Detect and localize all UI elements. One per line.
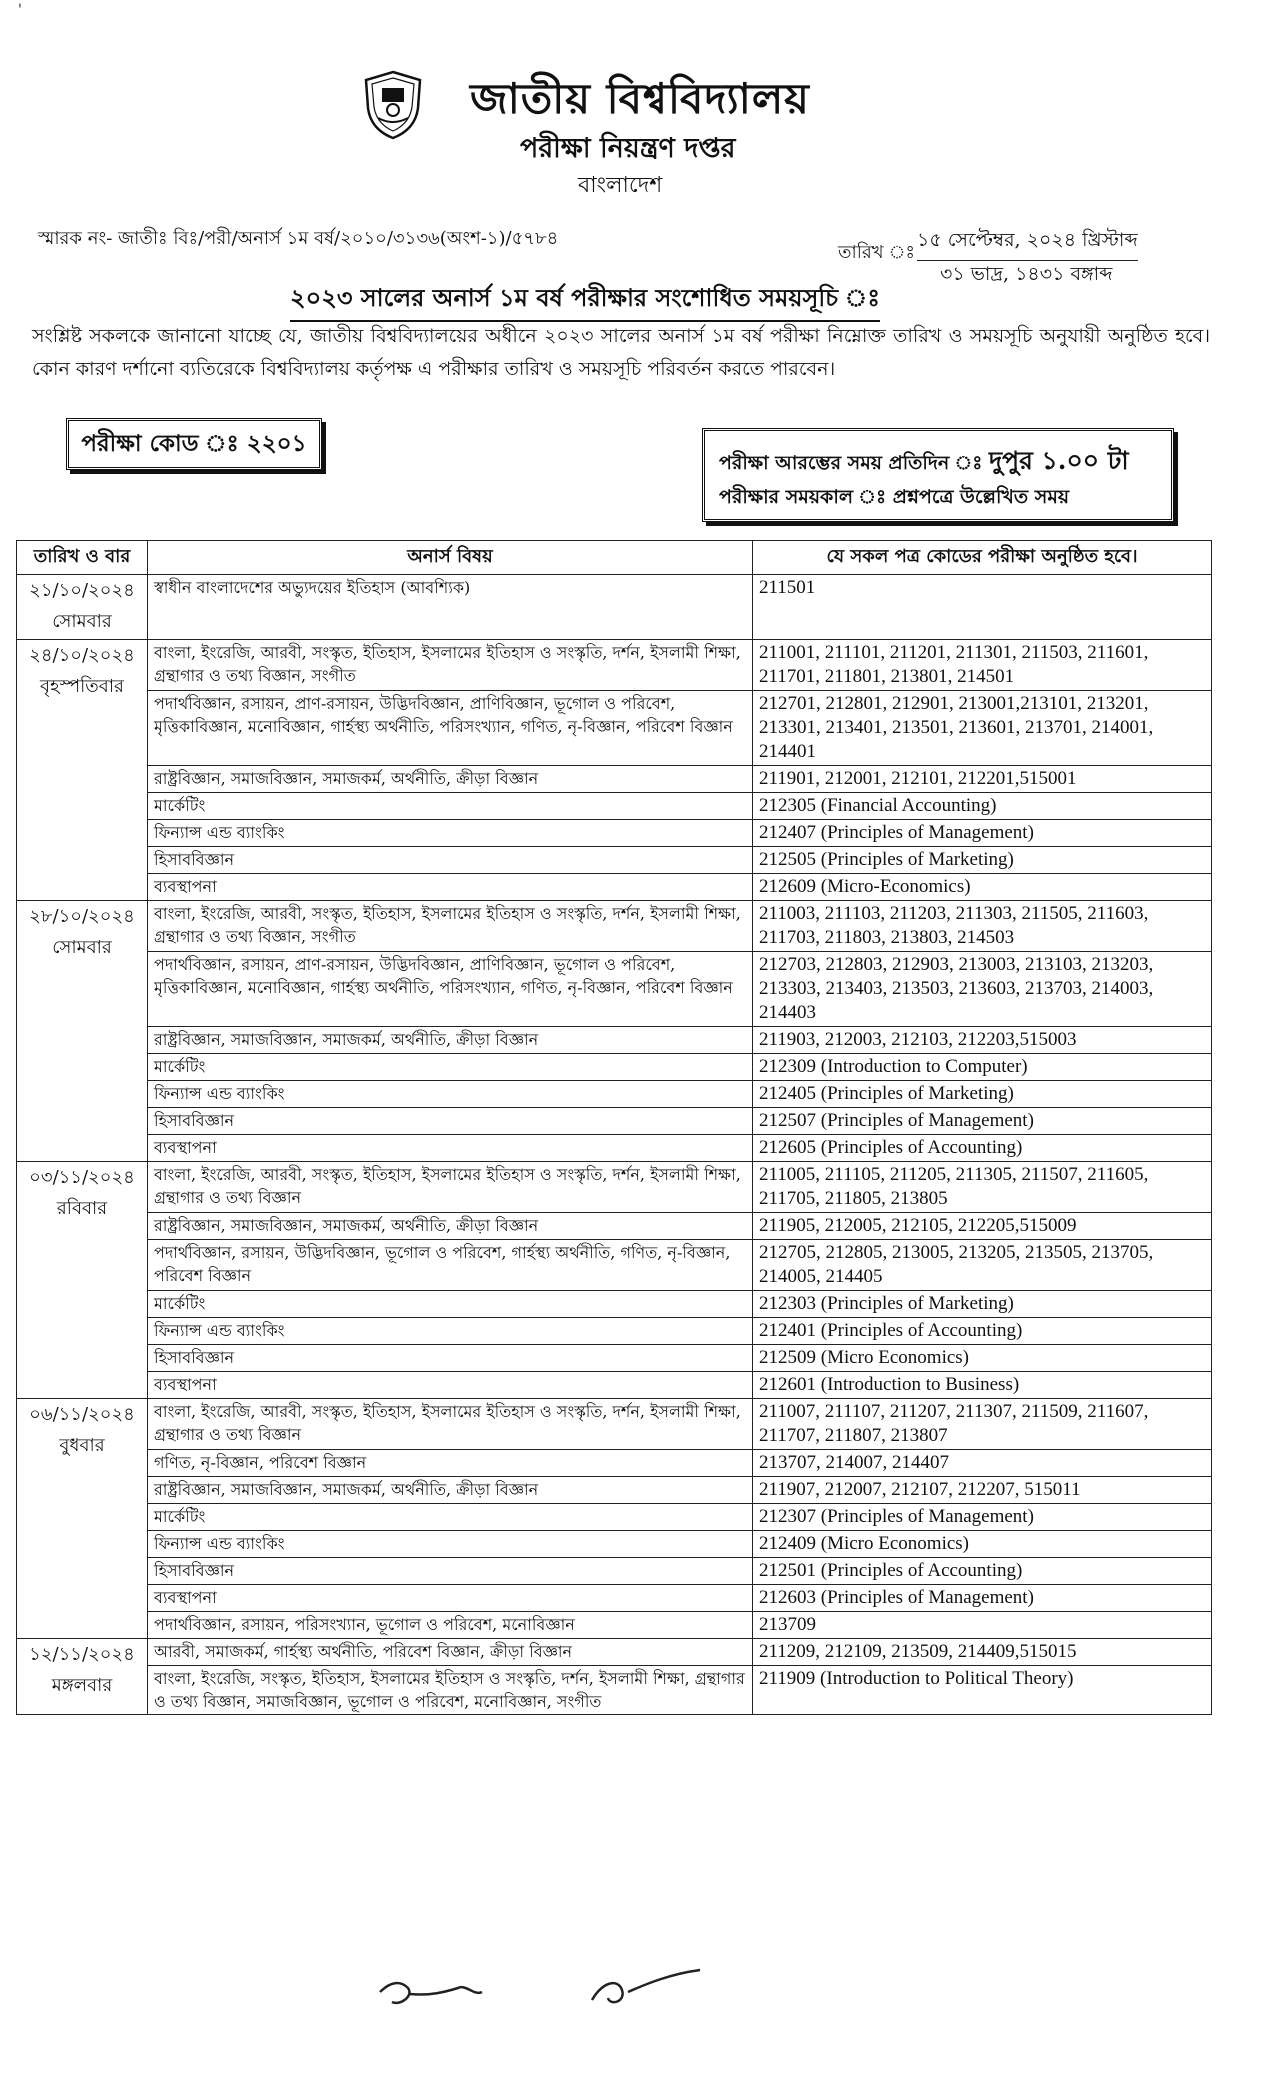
subject-cell: মার্কেটিং	[148, 1291, 753, 1318]
table-row	[17, 874, 1212, 901]
paper-code-cell: 212507 (Principles of Management)	[753, 1108, 1212, 1135]
subject-cell: রাষ্ট্রবিজ্ঞান, সমাজবিজ্ঞান, সমাজকর্ম, অর্থনীতি, ক্রীড়া বিজ্ঞান	[148, 1477, 753, 1504]
table-row	[17, 1666, 1212, 1715]
table-row	[17, 1081, 1212, 1108]
subject-cell: ফিন্যান্স এন্ড ব্যাংকিং	[148, 1081, 753, 1108]
exam-weekday: সোমবার	[52, 937, 112, 958]
paper-code-cell: 211907, 212007, 212107, 212207, 515011	[753, 1477, 1212, 1504]
date-cell	[17, 1162, 148, 1399]
exam-weekday: বৃহস্পতিবার	[40, 676, 124, 697]
table-row	[17, 640, 1212, 691]
date-cell	[17, 1639, 148, 1715]
subject-cell: গণিত, নৃ-বিজ্ঞান, পরিবেশ বিজ্ঞান	[148, 1450, 753, 1477]
date-cell	[17, 901, 148, 1162]
subject-cell: ব্যবস্থাপনা	[148, 1585, 753, 1612]
table-row	[17, 1345, 1212, 1372]
paper-code-cell: 212309 (Introduction to Computer)	[753, 1054, 1212, 1081]
paper-code-cell: 212409 (Micro Economics)	[753, 1531, 1212, 1558]
paper-code-cell: 211901, 212001, 212101, 212201,515001	[753, 766, 1212, 793]
exam-code-box	[66, 418, 322, 470]
subject-cell: হিসাববিজ্ঞান	[148, 1558, 753, 1585]
exam-date: ২৮/১০/২০২৪	[29, 906, 135, 927]
exam-code: পরীক্ষা কোড ঃ ২২০১	[81, 429, 307, 457]
subject-cell: ফিন্যান্স এন্ড ব্যাংকিং	[148, 820, 753, 847]
subject-cell: ফিন্যান্স এন্ড ব্যাংকিং	[148, 1531, 753, 1558]
subject-cell: পদার্থবিজ্ঞান, রসায়ন, উদ্ভিদবিজ্ঞান, ভূগোল ও পরিবেশ, গার্হস্থ্য অর্থনীতি, গণিত, নৃ-বিজ্ঞান, পরিবেশ বিজ্ঞান	[148, 1240, 753, 1291]
paper-code-cell: 211007, 211107, 211207, 211307, 211509, 211607, 211707, 211807, 213807	[753, 1399, 1212, 1450]
paper-code-cell: 211005, 211105, 211205, 211305, 211507, 211605, 211705, 211805, 213805	[753, 1162, 1212, 1213]
header-codes: যে সকল পত্র কোডের পরীক্ষা অনুষ্ঠিত হবে।	[753, 541, 1212, 575]
subject-cell: রাষ্ট্রবিজ্ঞান, সমাজবিজ্ঞান, সমাজকর্ম, অর্থনীতি, ক্রীড়া বিজ্ঞান	[148, 1213, 753, 1240]
country-name: বাংলাদেশ	[578, 173, 663, 198]
handwritten-signature-icon	[370, 1962, 810, 2022]
duration-row: পরীক্ষার সময়কাল ঃ প্রশ্নপত্রে উল্লেখিত সময়	[719, 486, 1070, 508]
table-row	[17, 1558, 1212, 1585]
paper-code-cell: 212307 (Principles of Management)	[753, 1504, 1212, 1531]
table-row	[17, 1318, 1212, 1345]
subject-cell: হিসাববিজ্ঞান	[148, 847, 753, 874]
table-row	[17, 575, 1212, 640]
table-row	[17, 1372, 1212, 1399]
paper-code-cell: 212505 (Principles of Marketing)	[753, 847, 1212, 874]
paper-code-cell: 211905, 212005, 212105, 212205,515009	[753, 1213, 1212, 1240]
table-row	[17, 1027, 1212, 1054]
subject-cell: স্বাধীন বাংলাদেশের অভ্যুদয়ের ইতিহাস (আবশ্যিক)	[148, 575, 753, 640]
table-row	[17, 1477, 1212, 1504]
subject-cell: ব্যবস্থাপনা	[148, 1135, 753, 1162]
paper-code-cell: 211209, 212109, 213509, 214409,515015	[753, 1639, 1212, 1666]
paper-code-cell: 212509 (Micro Economics)	[753, 1345, 1212, 1372]
paper-code-cell: 212703, 212803, 212903, 213003, 213103, 213203, 213303, 213403, 213503, 213603, 213703, 214003, 214403	[753, 952, 1212, 1027]
exam-date: ২৪/১০/২০২৪	[29, 645, 135, 666]
table-row	[17, 820, 1212, 847]
start-time-value: দুপুর ১.০০ টা	[989, 446, 1129, 475]
exam-timing-box	[702, 428, 1174, 522]
subject-cell: পদার্থবিজ্ঞান, রসায়ন, প্রাণ-রসায়ন, উদ্ভিদবিজ্ঞান, প্রাণিবিজ্ঞান, ভূগোল ও পরিবেশ, মৃত্তিকাবিজ্ঞান, মনোবিজ্ঞান, গার্হস্থ্য অর্থনীতি, পরিসংখ্যান, গণিত, নৃ-বিজ্ঞান, পরিবেশ বিজ্ঞান	[148, 691, 753, 766]
exam-weekday: সোমবার	[52, 611, 112, 632]
paper-code-cell: 212407 (Principles of Management)	[753, 820, 1212, 847]
table-header-row	[17, 541, 1212, 575]
paper-code-cell: 212605 (Principles of Accounting)	[753, 1135, 1212, 1162]
date-cell	[17, 640, 148, 901]
subject-cell: হিসাববিজ্ঞান	[148, 1108, 753, 1135]
exam-date: ১২/১১/২০২৪	[29, 1644, 135, 1665]
paper-code-cell: 211001, 211101, 211201, 211301, 211503, 211601, 211701, 211801, 213801, 214501	[753, 640, 1212, 691]
date-label: তারিখ ঃ	[838, 242, 916, 263]
paper-code-cell: 212405 (Principles of Marketing)	[753, 1081, 1212, 1108]
header-date: তারিখ ও বার	[17, 541, 148, 575]
table-row	[17, 1531, 1212, 1558]
subject-cell: মার্কেটিং	[148, 793, 753, 820]
paper-code-cell: 211909 (Introduction to Political Theory)	[753, 1666, 1212, 1715]
schedule-table	[16, 540, 1212, 1715]
table-row	[17, 1135, 1212, 1162]
paper-code-cell: 212401 (Principles of Accounting)	[753, 1318, 1212, 1345]
exam-weekday: মঙ্গলবার	[51, 1675, 113, 1696]
table-row	[17, 901, 1212, 952]
subject-cell: বাংলা, ইংরেজি, আরবী, সংস্কৃত, ইতিহাস, ইসলামের ইতিহাস ও সংস্কৃতি, দর্শন, ইসলামী শিক্ষা, গ্রন্থাগার ও তথ্য বিজ্ঞান, সংগীত	[148, 901, 753, 952]
subject-cell: হিসাববিজ্ঞান	[148, 1345, 753, 1372]
memo-number: স্মারক নং- জাতীঃ বিঃ/পরী/অনার্স ১ম বর্ষ/২০১০/৩১৩৬(অংশ-১)/৫৭৮৪	[38, 228, 559, 249]
subject-cell: মার্কেটিং	[148, 1504, 753, 1531]
paper-code-cell: 212705, 212805, 213005, 213205, 213505, 213705, 214005, 214405	[753, 1240, 1212, 1291]
start-time-row	[719, 441, 1129, 484]
paper-code-cell: 212305 (Financial Accounting)	[753, 793, 1212, 820]
table-row	[17, 1450, 1212, 1477]
subject-cell: পদার্থবিজ্ঞান, রসায়ন, প্রাণ-রসায়ন, উদ্ভিদবিজ্ঞান, প্রাণিবিজ্ঞান, ভূগোল ও পরিবেশ, মৃত্তিকাবিজ্ঞান, মনোবিজ্ঞান, গার্হস্থ্য অর্থনীতি, পরিসংখ্যান, গণিত, নৃ-বিজ্ঞান, পরিবেশ বিজ্ঞান	[148, 952, 753, 1027]
subject-cell: ফিন্যান্স এন্ড ব্যাংকিং	[148, 1318, 753, 1345]
date-cell	[17, 575, 148, 640]
table-row	[17, 1240, 1212, 1291]
paper-code-cell: 212603 (Principles of Management)	[753, 1585, 1212, 1612]
table-row	[17, 1504, 1212, 1531]
exam-weekday: বুধবার	[59, 1435, 105, 1456]
subject-cell: বাংলা, ইংরেজি, আরবী, সংস্কৃত, ইতিহাস, ইসলামের ইতিহাস ও সংস্কৃতি, দর্শন, ইসলামী শিক্ষা, গ্রন্থাগার ও তথ্য বিজ্ঞান	[148, 1399, 753, 1450]
table-row	[17, 1399, 1212, 1450]
intro-paragraph: সংশ্লিষ্ট সকলকে জানানো যাচ্ছে যে, জাতীয় বিশ্ববিদ্যালয়ের অধীনে ২০২৩ সালের অনার্স ১ম বর্ষ পরীক্ষা নিম্নোক্ত তারিখ ও সময়সূচি অনুযায়ী অনুষ্ঠিত হবে। কোন কারণ দর্শানো ব্যতিরেকে বিশ্ববিদ্যালয় কর্তৃপক্ষ এ পরীক্ষার তারিখ ও সময়সূচি পরিবর্তন করতে পারবেন।	[32, 325, 1210, 380]
subject-cell: রাষ্ট্রবিজ্ঞান, সমাজবিজ্ঞান, সমাজকর্ম, অর্থনীতি, ক্রীড়া বিজ্ঞান	[148, 1027, 753, 1054]
university-seal-icon	[362, 70, 424, 140]
paper-code-cell: 213709	[753, 1612, 1212, 1639]
corner-mark: ꞌ	[18, 2, 22, 18]
university-name: জাতীয় বিশ্ববিদ্যালয়	[470, 74, 810, 123]
subject-cell: বাংলা, ইংরেজি, আরবী, সংস্কৃত, ইতিহাস, ইসলামের ইতিহাস ও সংস্কৃতি, দর্শন, ইসলামী শিক্ষা, গ্রন্থাগার ও তথ্য বিজ্ঞান, সংগীত	[148, 640, 753, 691]
office-name: পরীক্ষা নিয়ন্ত্রণ দপ্তর	[520, 133, 736, 164]
schedule-body	[17, 575, 1212, 1715]
subject-cell: বাংলা, ইংরেজি, আরবী, সংস্কৃত, ইতিহাস, ইসলামের ইতিহাস ও সংস্কৃতি, দর্শন, ইসলামী শিক্ষা, গ্রন্থাগার ও তথ্য বিজ্ঞান	[148, 1162, 753, 1213]
exam-weekday: রবিবার	[56, 1198, 108, 1219]
paper-code-cell: 212601 (Introduction to Business)	[753, 1372, 1212, 1399]
table-row	[17, 1639, 1212, 1666]
paper-code-cell: 211501	[753, 575, 1212, 640]
subject-cell: ব্যবস্থাপনা	[148, 874, 753, 901]
table-row	[17, 1108, 1212, 1135]
header-subject: অনার্স বিষয়	[148, 541, 753, 575]
paper-code-cell: 212501 (Principles of Accounting)	[753, 1558, 1212, 1585]
paper-code-cell: 213707, 214007, 214407	[753, 1450, 1212, 1477]
exam-date: ০৬/১১/২০২৪	[29, 1404, 135, 1425]
subject-cell: বাংলা, ইংরেজি, সংস্কৃত, ইতিহাস, ইসলামের ইতিহাস ও সংস্কৃতি, দর্শন, ইসলামী শিক্ষা, গ্রন্থাগার ও তথ্য বিজ্ঞান, সমাজবিজ্ঞান, ভূগোল ও পরিবেশ, মনোবিজ্ঞান, সংগীত	[148, 1666, 753, 1715]
table-row	[17, 1054, 1212, 1081]
paper-code-cell: 212701, 212801, 212901, 213001,213101, 213201, 213301, 213401, 213501, 213601, 213701, 214001, 214401	[753, 691, 1212, 766]
table-row	[17, 1162, 1212, 1213]
subject-cell: রাষ্ট্রবিজ্ঞান, সমাজবিজ্ঞান, সমাজকর্ম, অর্থনীতি, ক্রীড়া বিজ্ঞান	[148, 766, 753, 793]
start-time-label: পরীক্ষা আরম্ভের সময় প্রতিদিন ঃ	[719, 452, 983, 474]
date-cell	[17, 1399, 148, 1639]
subject-cell: মার্কেটিং	[148, 1054, 753, 1081]
date-bangla: ৩১ ভাদ্র, ১৪৩১ বঙ্গাব্দ	[940, 263, 1113, 285]
table-row	[17, 691, 1212, 766]
notice-title: ২০২৩ সালের অনার্স ১ম বর্ষ পরীক্ষার সংশোধিত সময়সূচি ঃ	[290, 280, 880, 322]
table-row	[17, 793, 1212, 820]
paper-code-cell: 212303 (Principles of Marketing)	[753, 1291, 1212, 1318]
subject-cell: পদার্থবিজ্ঞান, রসায়ন, পরিসংখ্যান, ভূগোল ও পরিবেশ, মনোবিজ্ঞান	[148, 1612, 753, 1639]
table-row	[17, 1291, 1212, 1318]
exam-date: ২১/১০/২০২৪	[29, 580, 135, 601]
table-row	[17, 1612, 1212, 1639]
exam-date: ০৩/১১/২০২৪	[29, 1167, 135, 1188]
table-row	[17, 1585, 1212, 1612]
table-row	[17, 847, 1212, 874]
table-row	[17, 1213, 1212, 1240]
subject-cell: আরবী, সমাজকর্ম, গার্হস্থ্য অর্থনীতি, পরিবেশ বিজ্ঞান, ক্রীড়া বিজ্ঞান	[148, 1639, 753, 1666]
subject-cell: ব্যবস্থাপনা	[148, 1372, 753, 1399]
paper-code-cell: 211903, 212003, 212103, 212203,515003	[753, 1027, 1212, 1054]
table-row	[17, 766, 1212, 793]
paper-code-cell: 211003, 211103, 211203, 211303, 211505, 211603, 211703, 211803, 213803, 214503	[753, 901, 1212, 952]
table-row	[17, 952, 1212, 1027]
date-gregorian: ১৫ সেপ্টেম্বর, ২০২৪ খ্রিস্টাব্দ	[917, 226, 1138, 261]
paper-code-cell: 212609 (Micro-Economics)	[753, 874, 1212, 901]
